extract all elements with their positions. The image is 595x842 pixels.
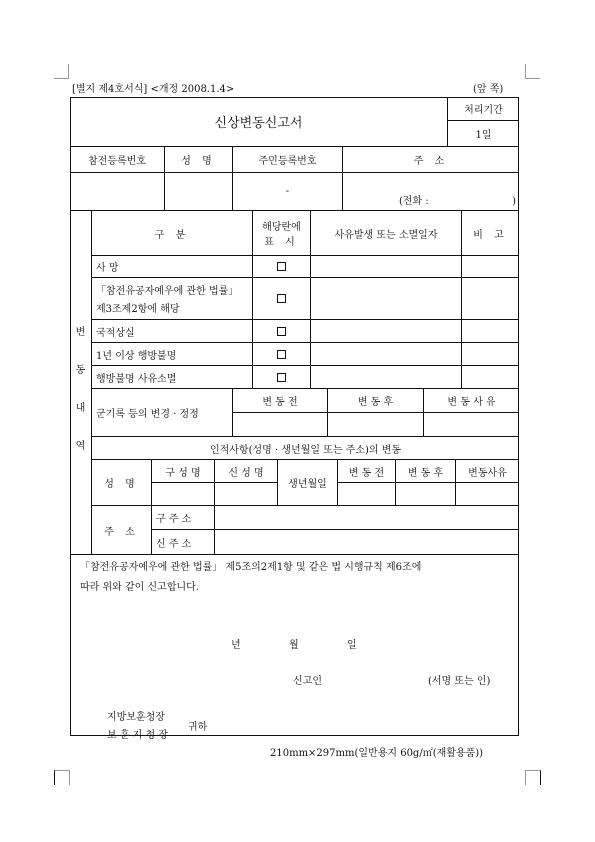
- resident-number-field[interactable]: [233, 173, 343, 211]
- row-label-law-line2: 제3조제2항에 해당: [96, 304, 180, 315]
- recipient-block: [107, 709, 168, 745]
- military-after-header: 변 동 후: [328, 389, 424, 413]
- name-label: 성 명: [165, 147, 233, 173]
- military-before-header: 변 동 전: [233, 389, 328, 413]
- crop-mark: [525, 770, 541, 785]
- crop-mark: [54, 770, 70, 785]
- honorific: 귀하: [188, 722, 208, 733]
- personal-reason-header: 변동사유: [456, 460, 519, 483]
- personal-change-title: 인적사항(성명 · 생년월일 또는 주소)의 변동: [92, 437, 519, 460]
- date-header: 사유발생 또는 소멸일자: [311, 211, 462, 256]
- phone-close: ): [512, 196, 516, 207]
- old-name-field[interactable]: [152, 483, 215, 506]
- form-reference: [별지 제4호서식] <개정 2008.1.4>: [72, 84, 235, 95]
- row-checkbox[interactable]: [253, 256, 311, 278]
- row-checkbox[interactable]: [253, 366, 311, 389]
- applicable-header-line2: 표 시: [264, 237, 299, 248]
- declaration-line1: 「참전유공자예우에 관한 법률」 제5조의2제1항 및 같은 법 시행규칙 제6조에: [80, 562, 422, 573]
- military-before-field[interactable]: [233, 413, 328, 437]
- checkbox[interactable]: [277, 373, 286, 382]
- row-label-missing: 1년 이상 행방불명: [92, 343, 253, 366]
- row-label-missing-resolved: 행방불명 사유소멸: [92, 366, 253, 389]
- row-checkbox[interactable]: [253, 278, 311, 320]
- row-date[interactable]: [311, 278, 462, 320]
- processing-period-label: 처리기간: [448, 97, 519, 121]
- row-date[interactable]: [311, 320, 462, 343]
- row-remarks[interactable]: [462, 278, 519, 320]
- row-date[interactable]: [311, 343, 462, 366]
- row-label-law-line1: 「참전유공자예우에 관한 법률」: [96, 286, 239, 297]
- checkbox[interactable]: [277, 327, 286, 336]
- birthdate-header: 생년월일: [278, 460, 338, 506]
- date-month-label: 월: [289, 640, 299, 651]
- registration-number-label: 참전등록번호: [70, 147, 165, 173]
- registration-number-field[interactable]: [70, 173, 165, 211]
- new-name-field[interactable]: [215, 483, 278, 506]
- category-header: 구 분: [92, 211, 253, 256]
- page-side: (앞 쪽): [473, 84, 504, 95]
- date-year-label: 년: [231, 640, 241, 651]
- side-char: 내: [75, 403, 86, 415]
- personal-before-header: 변 동 전: [338, 460, 396, 483]
- address-label: 주 소: [343, 147, 519, 173]
- personal-reason-field[interactable]: [456, 483, 519, 506]
- old-address-label: 구 주 소: [152, 506, 215, 530]
- change-details-side-label: [70, 211, 92, 555]
- personal-name-label: 성 명: [92, 460, 152, 506]
- form-title: 신상변동신고서: [70, 97, 448, 147]
- row-remarks[interactable]: [462, 256, 519, 278]
- personal-after-header: 변 동 후: [396, 460, 456, 483]
- processing-period-value: 1일: [448, 121, 519, 147]
- row-date[interactable]: [311, 256, 462, 278]
- new-name-header: 신 성 명: [215, 460, 278, 483]
- military-record-label: 군기록 등의 변경 · 정정: [92, 389, 233, 437]
- row-label-law: [92, 278, 253, 320]
- new-address-label: 신 주 소: [152, 530, 215, 555]
- row-remarks[interactable]: [462, 343, 519, 366]
- phone-label: (전화 :: [399, 196, 429, 207]
- resident-number-label: 주민등록번호: [233, 147, 343, 173]
- resident-number-dash: -: [285, 186, 290, 197]
- military-reason-header: 변 동 사 유: [424, 389, 519, 413]
- declaration-line2: 따라 위와 같이 신고합니다.: [80, 582, 199, 593]
- applicable-header-line1: 해당란에: [262, 222, 301, 233]
- checkbox[interactable]: [277, 294, 286, 303]
- personal-address-label: 주 소: [92, 506, 152, 555]
- new-address-field[interactable]: [215, 530, 519, 555]
- side-char: 변: [75, 326, 86, 338]
- row-remarks[interactable]: [462, 366, 519, 389]
- military-after-field[interactable]: [328, 413, 424, 437]
- recipient-regional-office: 지방보훈청장: [107, 712, 165, 723]
- remarks-header: 비 고: [462, 211, 519, 256]
- row-label-death: 사 망: [92, 256, 253, 278]
- side-char: 역: [75, 441, 86, 453]
- old-address-field[interactable]: [215, 506, 519, 530]
- recipient-branch-office: 보 훈 지 청 장: [107, 730, 169, 741]
- address-field[interactable]: [343, 173, 519, 211]
- row-checkbox[interactable]: [253, 320, 311, 343]
- row-checkbox[interactable]: [253, 343, 311, 366]
- row-date[interactable]: [311, 366, 462, 389]
- row-remarks[interactable]: [462, 320, 519, 343]
- declaration-text: [80, 558, 516, 598]
- signature-label: (서명 또는 인): [428, 676, 491, 687]
- name-field[interactable]: [165, 173, 233, 211]
- military-reason-field[interactable]: [424, 413, 519, 437]
- checkbox[interactable]: [277, 262, 286, 271]
- paper-spec-footer: 210mm×297mm(일반용지 60g/㎡(재활용품)): [270, 748, 484, 759]
- crop-mark: [525, 64, 540, 79]
- reporter-label: 신고인: [293, 676, 322, 687]
- applicable-header: [253, 211, 311, 256]
- personal-after-field[interactable]: [396, 483, 456, 506]
- row-label-nationality: 국적상실: [92, 320, 253, 343]
- crop-mark: [54, 64, 69, 79]
- old-name-header: 구 성 명: [152, 460, 215, 483]
- date-day-label: 일: [347, 640, 357, 651]
- side-char: 동: [75, 364, 86, 376]
- checkbox[interactable]: [277, 350, 286, 359]
- personal-before-field[interactable]: [338, 483, 396, 506]
